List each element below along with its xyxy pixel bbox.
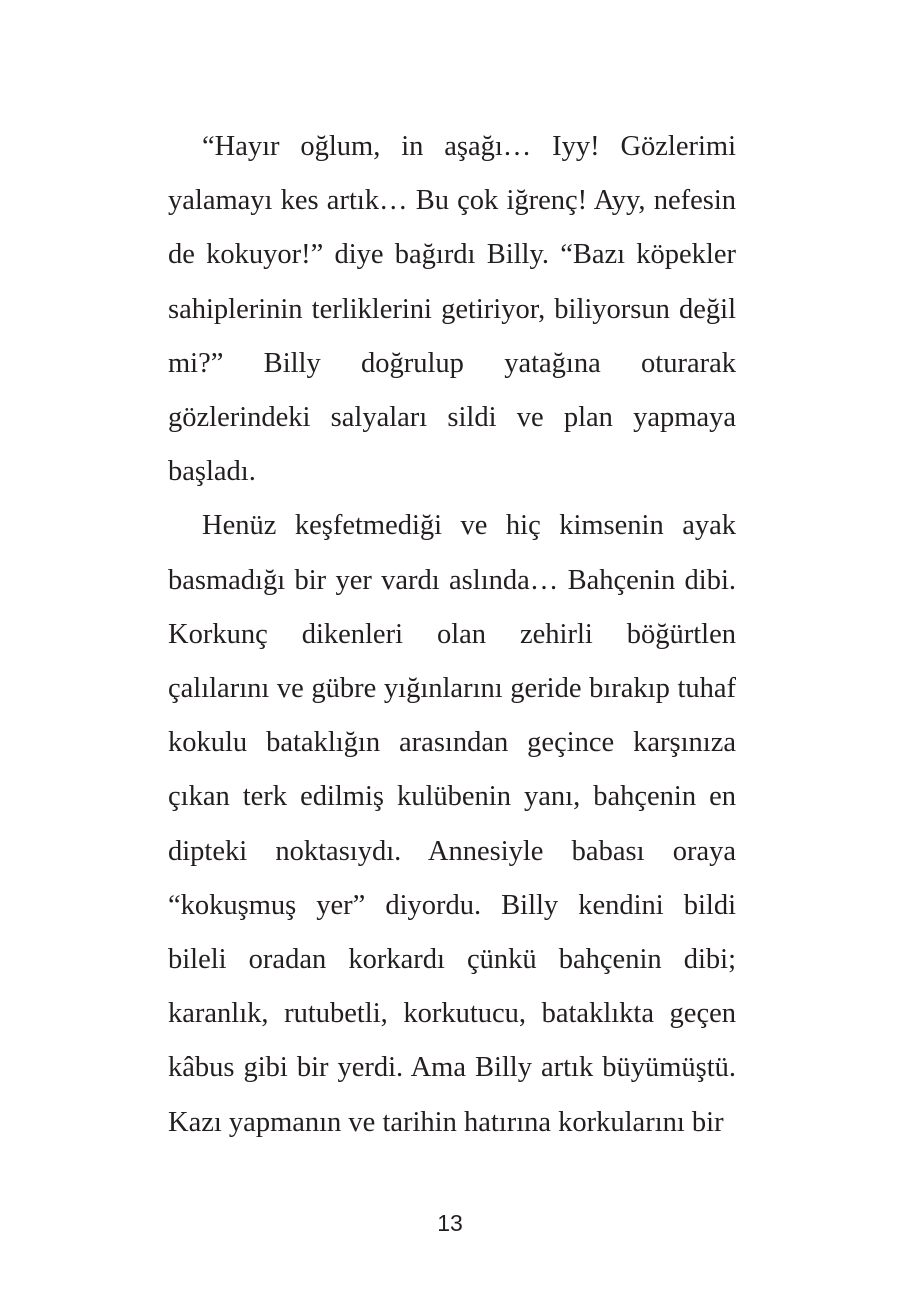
paragraph-1: “Hayır oğlum, in aşağı… Iyy! Gözlerimi yalamayı kes artık… Bu çok iğrenç! Ayy, nefesin de kokuyor!” diye bağırdı Billy. “Bazı köpekler sahiplerinin terliklerini getiriyor, biliyorsun değil mi?” Billy doğrulup yatağına oturarak gözlerindeki salyaları sildi ve plan yapmaya başladı.: [168, 131, 736, 488]
page-number: 13: [437, 1210, 463, 1236]
body-text: [168, 120, 736, 1150]
paragraph-2: Henüz keşfetmediği ve hiç kimsenin ayak basmadığı bir yer vardı aslında… Bahçenin dibi. Korkunç dikenleri olan zehirli böğürtlen çalılarını ve gübre yığınlarını geride bırakıp tuhaf kokulu bataklığın arasından geçince karşınıza çıkan terk edilmiş kulübenin yanı, bahçenin en dipteki noktasıydı. Annesiyle babası oraya “kokuşmuş yer” diyordu. Billy kendini bildi bileli oradan korkardı çünkü bahçenin dibi; karanlık, rutubetli, korkutucu, bataklıkta geçen kâbus gibi bir yerdi. Ama Billy artık büyümüştü. Kazı yapmanın ve tarihin hatırına korkularını bir: [168, 510, 736, 1138]
